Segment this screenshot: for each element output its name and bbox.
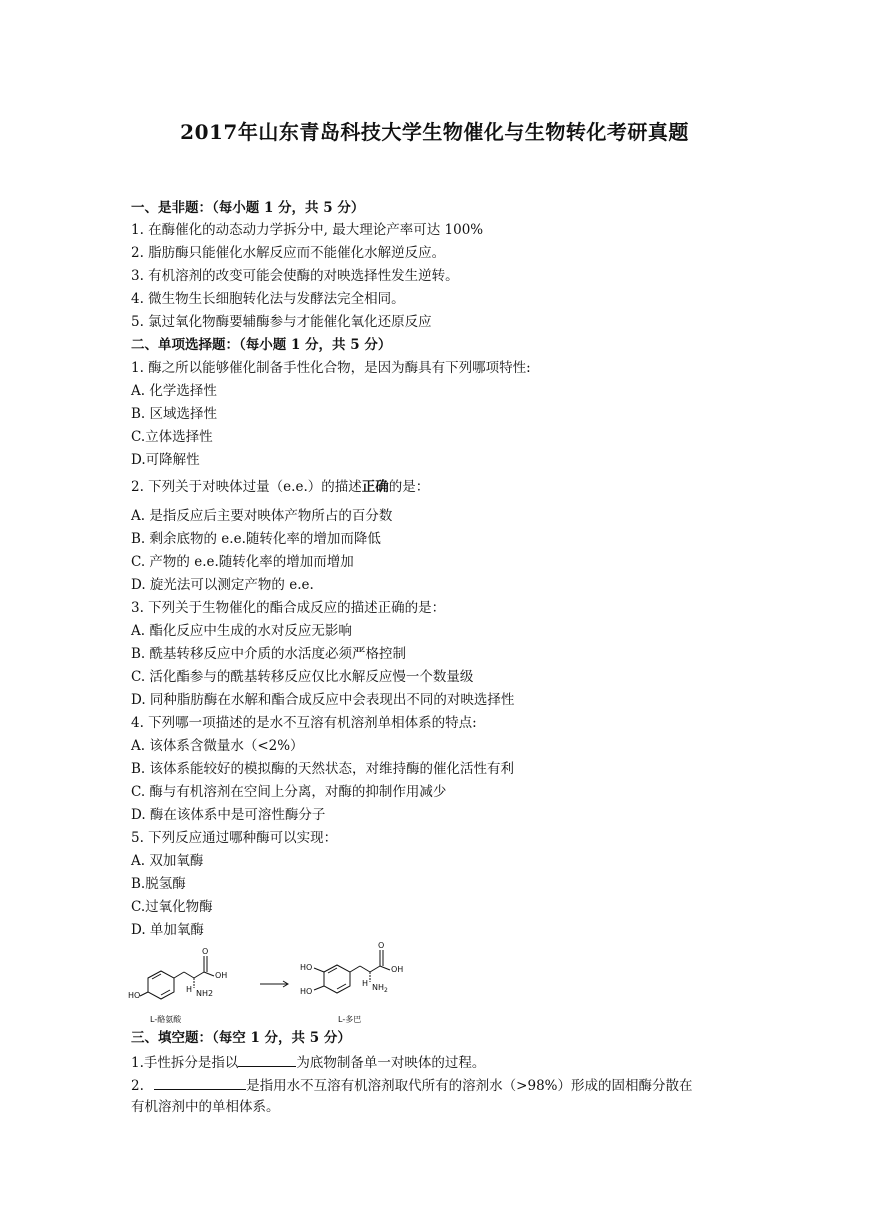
answer-option: C.立体选择性 bbox=[131, 429, 213, 445]
question-stem: 1. 酶之所以能够催化制备手性化合物，是因为酶具有下列哪项特性: bbox=[131, 360, 531, 376]
question-text: 为底物制备单一对映体的过程。 bbox=[296, 1055, 486, 1071]
question-stem: 3. 下列关于生物催化的酯合成反应的描述正确的是： bbox=[131, 600, 446, 616]
atom-label: H bbox=[186, 985, 193, 994]
compound-label-right: L-多巴 bbox=[338, 1015, 362, 1024]
page-title: 2017年山东青岛科技大学生物催化与生物转化考研真题 bbox=[180, 120, 689, 144]
answer-option: C. 产物的 e.e.随转化率的增加而增加 bbox=[131, 554, 354, 570]
answer-option: D.可降解性 bbox=[131, 452, 200, 468]
question-text: 2. bbox=[131, 1078, 149, 1094]
section-1-item: 5. 氯过氧化物酶要辅酶参与才能催化氧化还原反应 bbox=[131, 314, 432, 330]
section-1-heading: 一、是非题：（每小题 1 分，共 5 分） bbox=[131, 200, 365, 216]
atom-label: HO bbox=[300, 963, 313, 972]
section-1-item: 4. 微生物生长细胞转化法与发酵法完全相同。 bbox=[131, 291, 405, 307]
atom-label bbox=[372, 983, 388, 994]
section-2-heading: 二、单项选择题：（每小题 1 分，共 5 分） bbox=[131, 337, 392, 353]
atom-label: OH bbox=[215, 971, 228, 980]
compound-label-left: L-酪氨酸 bbox=[150, 1015, 182, 1024]
question-text: 有机溶剂中的单相体系。 bbox=[131, 1099, 280, 1115]
answer-option: D. 酶在该体系中是可溶性酶分子 bbox=[131, 807, 326, 823]
atom-label: O bbox=[378, 941, 385, 950]
atom-label: O bbox=[202, 947, 209, 956]
reaction-scheme bbox=[128, 932, 428, 1028]
answer-option: B. 酰基转移反应中介质的水活度必须严格控制 bbox=[131, 646, 407, 662]
atom-label: HO bbox=[300, 987, 313, 996]
atom-label-subscript: 2 bbox=[384, 987, 388, 994]
section-1-item: 3. 有机溶剂的改变可能会使酶的对映选择性发生逆转。 bbox=[131, 268, 459, 284]
answer-option: C. 酶与有机溶剂在空间上分离，对酶的抑制作用减少 bbox=[131, 784, 447, 800]
question-stem bbox=[131, 478, 429, 496]
section-3-heading: 三、填空题：（每空 1 分，共 5 分） bbox=[131, 1030, 351, 1046]
question-text: 1.手性拆分是指以 bbox=[131, 1055, 239, 1071]
question-stem-text: 的是： bbox=[388, 479, 430, 495]
answer-blank[interactable] bbox=[154, 1075, 246, 1090]
section-1-item: 2. 脂肪酶只能催化水解反应而不能催化水解逆反应。 bbox=[131, 245, 446, 261]
atom-label: HO bbox=[128, 991, 141, 1000]
question-stem: 4. 下列哪一项描述的是水不互溶有机溶剂单相体系的特点: bbox=[131, 715, 477, 731]
answer-blank[interactable] bbox=[238, 1052, 296, 1067]
atom-label: H bbox=[362, 979, 369, 988]
answer-option: B. 该体系能较好的模拟酶的天然状态，对维持酶的催化活性有利 bbox=[131, 761, 515, 777]
answer-option: D. 同种脂肪酶在水解和酯合成反应中会表现出不同的对映选择性 bbox=[131, 692, 515, 708]
answer-option: C.过氧化物酶 bbox=[131, 899, 213, 915]
answer-option: D. 单加氧酶 bbox=[131, 922, 204, 938]
question-stem-emphasis: 正确 bbox=[361, 479, 389, 495]
fill-blank-question bbox=[131, 1075, 693, 1095]
answer-option: A. 双加氧酶 bbox=[131, 853, 204, 869]
fill-blank-question bbox=[131, 1052, 485, 1072]
answer-option: A. 化学选择性 bbox=[131, 383, 217, 399]
atom-label: OH bbox=[391, 965, 404, 974]
question-stem: 5. 下列反应通过哪种酶可以实现： bbox=[131, 830, 338, 846]
answer-option: B.脱氢酶 bbox=[131, 876, 186, 892]
answer-option: B. 区域选择性 bbox=[131, 406, 218, 422]
atom-label-main: NH bbox=[372, 983, 384, 992]
answer-option: A. 是指反应后主要对映体产物所占的百分数 bbox=[131, 508, 393, 524]
answer-option: A. 该体系含微量水（<2%） bbox=[131, 738, 304, 754]
answer-option: A. 酯化反应中生成的水对反应无影响 bbox=[131, 623, 352, 639]
answer-option: B. 剩余底物的 e.e.随转化率的增加而降低 bbox=[131, 531, 381, 547]
answer-option: D. 旋光法可以测定产物的 e.e. bbox=[131, 577, 314, 593]
question-text: 是指用水不互溶有机溶剂取代所有的溶剂水（>98%）形成的固相酶分散在 bbox=[246, 1078, 693, 1094]
section-1-item: 1. 在酶催化的动态动力学拆分中, 最大理论产率可达 100% bbox=[131, 222, 484, 238]
answer-option: C. 活化酯参与的酰基转移反应仅比水解反应慢一个数量级 bbox=[131, 669, 474, 685]
atom-label: NH2 bbox=[196, 989, 214, 998]
question-stem-text: 2. 下列关于对映体过量（e.e.）的描述 bbox=[131, 479, 362, 495]
